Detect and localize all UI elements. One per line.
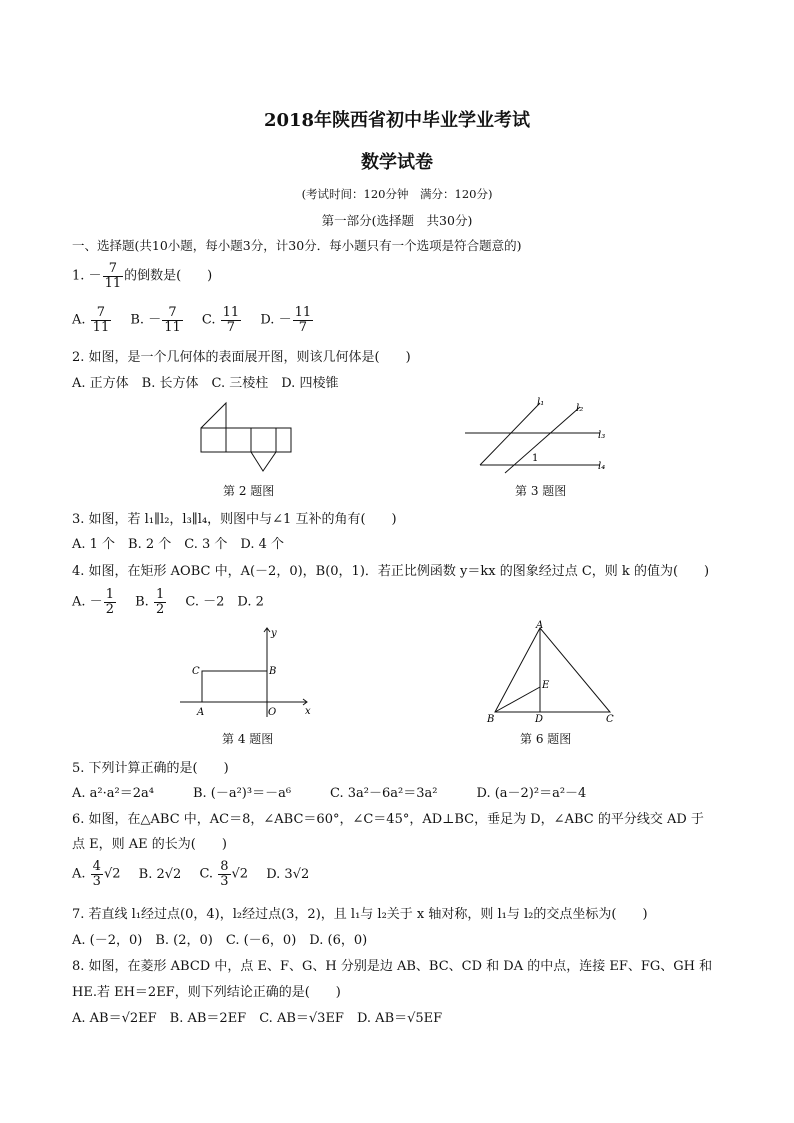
question-2-options: A. 正方体 B. 长方体 C. 三棱柱 D. 四棱锥	[72, 376, 339, 391]
label-A: A	[197, 707, 205, 718]
label-C: C	[192, 666, 200, 677]
question-7-options: A. (－2，0) B. (2，0) C. (－6，0) D. (6，0)	[72, 933, 368, 948]
option-c: C. $\frac{8}{3}$ √2	[199, 859, 249, 889]
question-1-options	[72, 306, 328, 334]
question-6-stem-2: 点 E，则 AE 的长为( )	[72, 837, 227, 852]
neg-sign: －	[88, 268, 102, 284]
option-a: A. － $\frac{1}{2}$	[72, 587, 114, 617]
question-8-options: A. AB＝√2EF B. AB＝2EF C. AB＝√3EF D. AB＝√5EF	[72, 1011, 443, 1026]
figure-q2-net	[195, 395, 300, 475]
question-4-options	[72, 588, 264, 616]
question-8-stem-1: 8. 如图，在菱形 ABCD 中，点 E、F、G、H 分别是边 AB、BC、CD 和 DA 的中点，连接 EF、FG、GH 和	[72, 959, 713, 974]
label-A: A	[536, 620, 544, 631]
figure-q6-triangle	[480, 620, 620, 725]
question-3-stem: 3. 如图，若 l₁∥l₂，l₃∥l₄，则图中与∠1 互补的角有( )	[72, 512, 397, 527]
question-1-tail: 的倒数是( )	[124, 268, 213, 284]
label-B: B	[487, 714, 495, 725]
exam-subject: 数学试卷	[361, 152, 433, 173]
label-D: D	[535, 714, 544, 725]
label-l1: l₁	[537, 397, 545, 408]
label-l2: l₂	[576, 403, 584, 414]
option-d: D. － $\frac{11}{7}$	[260, 305, 312, 335]
option-b: B. 2√2	[138, 866, 182, 882]
fraction: $\frac{7}{11}$	[104, 261, 122, 291]
question-3-options: A. 1 个 B. 2 个 C. 3 个 D. 4 个	[72, 537, 285, 552]
option-a: A. $\frac{7}{11}$	[72, 305, 110, 335]
figure-q3-caption: 第 3 题图	[515, 484, 567, 498]
label-x-axis: x	[305, 706, 311, 717]
label-O: O	[268, 707, 277, 718]
option-a: A. $\frac{4}{3}$ √2	[72, 859, 121, 889]
label-E: E	[542, 680, 550, 691]
option-d: D. 3√2	[266, 866, 310, 882]
question-7-stem: 7. 若直线 l₁经过点(0，4)，l₂经过点(3，2)，且 l₁与 l₂关于 x 轴对称，则 l₁与 l₂的交点坐标为( )	[72, 907, 648, 922]
option-c: C. $\frac{11}{7}$	[201, 305, 240, 335]
label-angle-1: 1	[532, 453, 539, 464]
label-B: B	[269, 666, 277, 677]
figure-q4-coords	[175, 622, 320, 722]
figure-q3-lines	[460, 393, 620, 478]
options-c-d: C. －2 D. 2	[185, 594, 264, 610]
question-5-options: A. a²·a²＝2a⁴ B. (－a²)³＝－a⁶ C. 3a²－6a²＝3a² D. (a－2)²＝a²－4	[72, 786, 587, 801]
section-heading: 一、选择题(共10小题，每小题3分，计30分．每小题只有一个选项是符合题意的)	[72, 238, 522, 253]
question-5-stem: 5. 下列计算正确的是( )	[72, 761, 229, 776]
figure-q2-caption: 第 2 题图	[223, 484, 275, 498]
figure-q6-caption: 第 6 题图	[520, 732, 572, 746]
question-6-options	[72, 860, 323, 888]
option-b: B. $\frac{1}{2}$	[135, 587, 165, 617]
part-heading: 第一部分(选择题 共30分)	[321, 213, 473, 228]
figure-q4-caption: 第 4 题图	[222, 732, 274, 746]
exam-title: 2018年陕西省初中毕业学业考试	[263, 110, 531, 131]
label-l4: l₄	[598, 461, 606, 472]
question-6-stem-1: 6. 如图，在△ABC 中，AC＝8，∠ABC＝60°，∠C＝45°，AD⊥BC，垂足为 D，∠ABC 的平分线交 AD 于	[72, 812, 704, 827]
question-4-stem: 4. 如图，在矩形 AOBC 中，A(－2，0)，B(0，1)．若正比例函数 y＝kx 的图象经过点 C，则 k 的值为( )	[72, 564, 710, 579]
question-2-stem: 2. 如图，是一个几何体的表面展开图，则该几何体是( )	[72, 350, 411, 365]
question-1-stem	[72, 262, 212, 290]
label-y-axis: y	[271, 628, 277, 639]
exam-info: (考试时间：120分钟 满分：120分)	[301, 187, 493, 201]
label-C: C	[606, 714, 614, 725]
question-8-stem-2: HE.若 EH＝2EF，则下列结论正确的是( )	[72, 985, 341, 1000]
label-l3: l₃	[598, 430, 606, 441]
question-number: 1.	[72, 268, 85, 284]
option-b: B. － $\frac{7}{11}$	[130, 305, 181, 335]
